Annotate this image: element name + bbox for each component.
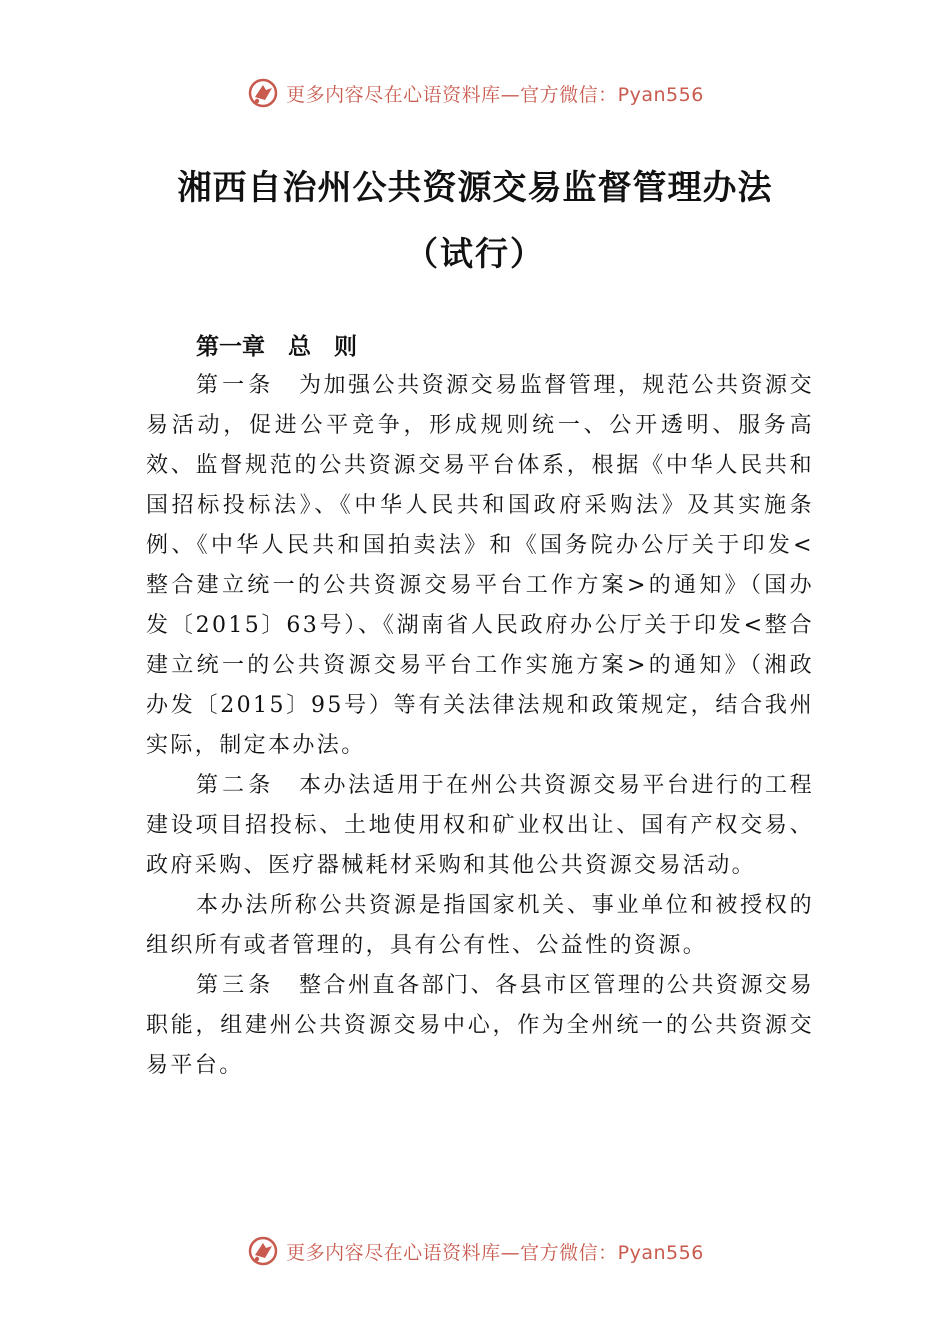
watermark-text: 更多内容尽在心语资料库—官方微信：Pyan556 bbox=[286, 1241, 704, 1264]
definition-text: 本办法所称公共资源是指国家机关、事业单位和被授权的组织所有或者管理的，具有公有性、公益性的资源。 bbox=[146, 893, 814, 958]
document-title: 湘西自治州公共资源交易监督管理办法 bbox=[177, 168, 773, 208]
article-3-text: 整合州直各部门、各县市区管理的公共资源交易职能，组建州公共资源交易中心，作为全州统一的公共资源交易平台。 bbox=[146, 973, 814, 1078]
article-1-text: 为加强公共资源交易监督管理，规范公共资源交易活动，促进公平竞争，形成规则统一、公开透明、服务高效、监督规范的公共资源交易平台体系，根据《中华人民共和国招标投标法》、《中华人民共和国政府采购法》及其实施条例、《中华人民共和国拍卖法》和《国务院办公厅关于印发<整合建立统一的公共资源交易平台工作方案>的通知》（国办发〔2015〕63号）、《湖南省人民政府办公厅关于印发<整合建立统一的公共资源交易平台工作实施方案>的通知》（湘政办发〔2015〕95号）等有关法律法规和政策规定，结合我州实际，制定本办法。 bbox=[146, 373, 814, 758]
bottom-watermark-banner bbox=[0, 1231, 950, 1271]
article-2-label: 第二条 bbox=[196, 773, 275, 798]
top-watermark-banner bbox=[0, 73, 950, 113]
article-1-label: 第一条 bbox=[196, 373, 275, 398]
article-3-label: 第三条 bbox=[196, 973, 275, 998]
article-2-text: 本办法适用于在州公共资源交易平台进行的工程建设项目招投标、土地使用权和矿业权出让、国有产权交易、政府采购、医疗器械耗材采购和其他公共资源交易活动。 bbox=[146, 773, 814, 878]
public-resource-definition-paragraph bbox=[146, 886, 814, 966]
document-subtitle: （试行） bbox=[405, 234, 545, 273]
article-3-paragraph bbox=[146, 966, 814, 1086]
watermark-logo-icon bbox=[246, 1234, 280, 1268]
article-1-paragraph bbox=[146, 366, 814, 766]
watermark-text: 更多内容尽在心语资料库—官方微信：Pyan556 bbox=[286, 83, 704, 106]
watermark-logo-icon bbox=[246, 76, 280, 110]
article-2-paragraph bbox=[146, 766, 814, 886]
chapter-heading: 第一章 总 则 bbox=[196, 334, 357, 360]
document-body bbox=[146, 328, 814, 1086]
